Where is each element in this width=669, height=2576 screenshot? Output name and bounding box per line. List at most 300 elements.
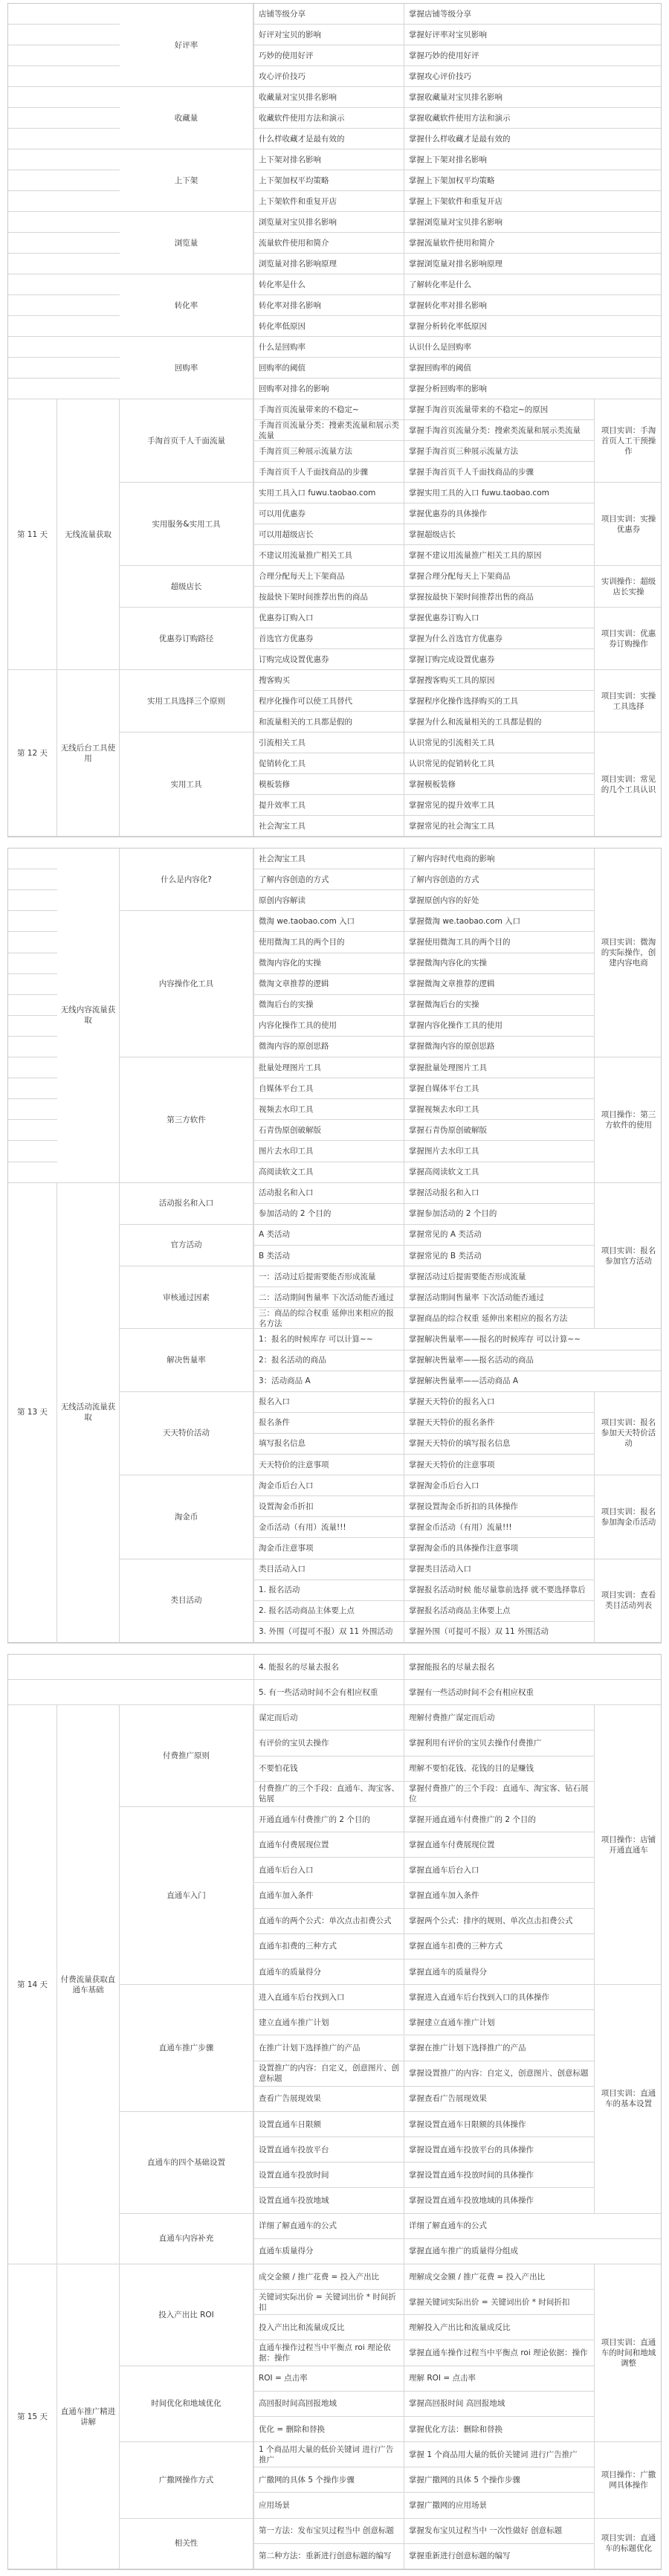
content-cell: 高阅读软文工具: [253, 1162, 404, 1182]
goal-cell: 详细了解直通车的公式: [404, 2214, 594, 2238]
goal-cell: 掌握手淘首页流量带来的不稳定~的原因: [404, 399, 594, 419]
project-cell: 项目实训：实操工具选择: [594, 670, 662, 732]
goal-cell: 掌握内容化操作工具的使用: [404, 1016, 594, 1036]
content-cell: 视频去水印工具: [253, 1099, 404, 1119]
goal-cell: 掌握直通车加入条件: [404, 1884, 594, 1908]
module-cell: 上下架: [120, 149, 253, 212]
module-cell: 转化率: [120, 274, 253, 337]
table-row: [8, 1655, 661, 1680]
module-cell: 什么是内容化?: [120, 849, 253, 911]
content-cell: 一：活动过后提需要能否形成流量: [253, 1266, 404, 1287]
content-cell: 有评价的宝贝去操作: [253, 1731, 404, 1756]
goal-cell: 理解不要怕花钱、花钱的目的是赚钱: [404, 1756, 594, 1781]
content-cell: 不建议用流量推广相关工具: [253, 545, 404, 565]
module-cell: 直通车入门: [120, 1807, 253, 1985]
content-cell: 设置直通车投放平台: [253, 2137, 404, 2162]
goal-cell: 认识常见的促销转化工具: [404, 753, 594, 773]
goal-cell: 掌握直通车推广的质量得分组成: [404, 2239, 594, 2264]
content-cell: 上下架对排名影响: [253, 149, 404, 170]
goal-cell: 掌握解决售量率——报名的时候库存 可以计算~~: [404, 1329, 594, 1349]
goal-cell: 掌握分析转化率低原因: [404, 316, 594, 336]
content-cell: 2：报名活动的商品: [253, 1350, 404, 1371]
topic-cell: 无线流量获取: [57, 399, 120, 670]
module-cell: 直通车的四个基础设置: [120, 2112, 253, 2214]
goal-cell: 掌握解决售量率——报名活动的商品: [404, 1350, 594, 1371]
module-cell: 时间优化和地域优化: [120, 2366, 253, 2443]
content-cell: A 类活动: [253, 1225, 404, 1245]
goal-cell: 掌握为什么和流量相关的工具都是假的: [404, 712, 594, 732]
goal-cell: 掌握超级店长: [404, 524, 594, 544]
table-row: [8, 316, 661, 337]
content-cell: 参加活动的 2 个目的: [253, 1204, 404, 1224]
goal-cell: 掌握手淘首页千人千面找商品的步骤: [404, 462, 594, 482]
content-cell: 手淘首页流量带来的不稳定~: [253, 399, 404, 419]
content-cell: 攻心评价技巧: [253, 66, 404, 86]
content-cell: 直通车付费展现位置: [253, 1832, 404, 1857]
content-cell: 关键词实际出价 = 关键词出价 * 时间折扣: [253, 2290, 404, 2314]
goal-cell: 掌握报名活动时候 能尽量靠前选择 就不要选择靠后: [404, 1580, 594, 1600]
table-row: [8, 108, 661, 129]
content-cell: 谋定而后动: [253, 1705, 404, 1730]
topic-cell: 无线内容流量获取: [57, 849, 120, 1183]
content-cell: 在推广计划下选择推广的产品: [253, 2036, 404, 2061]
curriculum-table-part-1: [7, 3, 662, 837]
goal-cell: 掌握天天特价的报名入口: [404, 1392, 594, 1412]
curriculum-table-part-2: [7, 848, 662, 1643]
content-cell: 详细了解直通车的公式: [253, 2214, 404, 2238]
goal-cell: 掌握手淘首页三种展示流量方法: [404, 441, 594, 461]
content-cell: 什么是回购率: [253, 337, 404, 357]
goal-cell: 掌握优化方法：删除和替换: [404, 2417, 594, 2441]
content-cell: 投入产出比和流量成反比: [253, 2315, 404, 2340]
project-cell: 项目实训：报名参加淘金币活动: [594, 1475, 662, 1559]
goal-cell: 掌握店铺等级分享: [404, 4, 594, 24]
goal-cell: 掌握高回报时间 高回报地域: [404, 2392, 594, 2416]
module-cell: 官方活动: [120, 1225, 253, 1266]
module-cell: 第三方软件: [120, 1057, 253, 1183]
project-cell: 项目实训：查看类目活动列表: [594, 1559, 662, 1643]
project-cell: 项目实训：微淘的实际操作，创建内容电商: [594, 849, 662, 1057]
goal-cell: 掌握设置淘金币折扣的具体操作: [404, 1496, 594, 1516]
module-cell: 实用服务&实用工具: [120, 483, 253, 566]
goal-cell: 掌握微淘内容的原创思路: [404, 1037, 594, 1057]
table-row: [8, 170, 661, 191]
goal-cell: 掌握搜客购买工具的原因: [404, 670, 594, 690]
content-cell: 上下架加权平均策略: [253, 170, 404, 190]
goal-cell: 掌握解决售量率——活动商品 A: [404, 1371, 594, 1391]
table-row: [8, 1680, 661, 1705]
content-cell: 微淘后台的实操: [253, 995, 404, 1015]
table-row: [8, 4, 661, 25]
table-row: [8, 25, 661, 45]
goal-cell: 掌握直通车的质量得分: [404, 1960, 594, 1984]
goal-cell: 理解成交金额 / 推广花费 = 投入产出比: [404, 2264, 594, 2289]
goal-cell: 掌握广撒网的具体 5 个操作步骤: [404, 2467, 594, 2492]
content-cell: 引流相关工具: [253, 732, 404, 753]
goal-cell: 掌握微淘后台的实操: [404, 995, 594, 1015]
content-cell: 金币活动（有用）流量!!!: [253, 1517, 404, 1537]
content-cell: 设置推广的内容：自定义，创意图片、创意标题: [253, 2061, 404, 2086]
goal-cell: 掌握回购率的阈值: [404, 358, 594, 378]
content-cell: 自媒体平台工具: [253, 1078, 404, 1098]
goal-cell: 掌握商品的综合权重 延伸出来相应的报名方法: [404, 1308, 594, 1328]
content-cell: 手淘首页千人千面找商品的步骤: [253, 462, 404, 482]
day-cell: 第 11 天: [8, 399, 57, 670]
goal-cell: 掌握设置推广的内容：自定义，创意图片、创意标题: [404, 2061, 594, 2086]
table-row: [8, 66, 661, 87]
content-cell: 三：商品的综合权重 延伸出来相应的报名方法: [253, 1308, 404, 1328]
content-cell: 1 个商品用大量的低价关键词 进行广告推广: [253, 2442, 404, 2467]
goal-cell: 掌握微淘内容化的实操: [404, 953, 594, 973]
content-cell: 石青伪原创破解版: [253, 1120, 404, 1140]
module-cell: 回购率: [120, 337, 253, 399]
content-cell: 2. 报名活动商品主体要上点: [253, 1601, 404, 1621]
module-cell: 超级店长: [120, 566, 253, 608]
content-cell: 设置直通车日限额: [253, 2112, 404, 2137]
project-cell: 项目实训：报名参加官方活动: [594, 1183, 662, 1330]
goal-cell: 掌握上下架加权平均策略: [404, 170, 594, 190]
table-row: [8, 45, 661, 66]
content-cell: 1：报名的时候库存 可以计算~~: [253, 1329, 404, 1349]
goal-cell: 掌握不建议用流量推广相关工具的原因: [404, 545, 594, 565]
curriculum-table-part-3: [7, 1654, 662, 2570]
content-cell: 广撒网的具体 5 个操作步骤: [253, 2467, 404, 2492]
content-cell: 设置淘金币折扣: [253, 1496, 404, 1516]
table-row: [8, 212, 661, 233]
goal-cell: 掌握重新进行创意标题的编写: [404, 2544, 594, 2569]
content-cell: 手淘首页三种展示流量方法: [253, 441, 404, 461]
goal-cell: 认识常见的引流相关工具: [404, 732, 594, 753]
project-cell: 项目实训：报名参加天天特价活动: [594, 1392, 662, 1475]
module-cell: 好评率: [120, 4, 253, 87]
content-cell: 3：活动商品 A: [253, 1371, 404, 1391]
content-cell: 进入直通车后台找到入口: [253, 1985, 404, 2009]
content-cell: 首选官方优惠券: [253, 628, 404, 648]
module-cell: 广撒网操作方式: [120, 2442, 253, 2519]
goal-cell: 掌握天天特价的报名条件: [404, 1413, 594, 1433]
goal-cell: 掌握实用工具的入口 fuwu.taobao.com: [404, 483, 594, 503]
content-cell: 直通车扣费的三种方式: [253, 1934, 404, 1959]
content-cell: 提升效率工具: [253, 795, 404, 815]
goal-cell: 掌握巧妙的使用好评: [404, 45, 594, 65]
content-cell: 可以用超级店长: [253, 524, 404, 544]
day-cell: 第 15 天: [8, 2264, 57, 2569]
project-cell: 项目实训：手淘首页人工干预操作: [594, 399, 662, 483]
goal-cell: 了解内容创造的方式: [404, 869, 594, 889]
goal-cell: 掌握淘金币后台入口: [404, 1475, 594, 1495]
content-cell: B 类活动: [253, 1246, 404, 1266]
goal-cell: 掌握图片去水印工具: [404, 1141, 594, 1161]
goal-cell: 掌握关键词实际出价 = 关键词出价 * 时间折扣: [404, 2290, 594, 2314]
goal-cell: 掌握优惠券的具体操作: [404, 503, 594, 524]
module-cell: 浏览量: [120, 212, 253, 274]
content-cell: 不要怕花钱: [253, 1756, 404, 1781]
goal-cell: 掌握活动报名和入口: [404, 1183, 594, 1203]
goal-cell: 掌握淘金币的具体操作注意事项: [404, 1538, 594, 1558]
module-cell: 审核通过因素: [120, 1266, 253, 1329]
goal-cell: 掌握流量软件使用和简介: [404, 233, 594, 253]
module-cell: 直通车内容补充: [120, 2214, 253, 2264]
content-cell: 实用工具入口 fuwu.taobao.com: [253, 483, 404, 503]
module-cell: 相关性: [120, 2519, 253, 2569]
goal-cell: 掌握常见的 A 类活动: [404, 1225, 594, 1245]
content-cell: 模板装修: [253, 774, 404, 794]
goal-cell: 掌握进入直通车后台找到入口的具体操作: [404, 1985, 594, 2009]
content-cell: 开通直通车付费推广的 2 个目的: [253, 1807, 404, 1832]
goal-cell: 掌握能报名的尽量去报名: [404, 1655, 594, 1679]
goal-cell: 掌握直通车付费展现位置: [404, 1832, 594, 1857]
project-cell: 项目实训：优惠券订购操作: [594, 608, 662, 670]
module-cell: 收藏量: [120, 87, 253, 149]
content-cell: 回购率的阈值: [253, 358, 404, 378]
goal-cell: 掌握什么样收藏才是最有效的: [404, 129, 594, 149]
content-cell: 第一方法：发布宝贝过程当中 创意标题: [253, 2519, 404, 2543]
goal-cell: 掌握订购完成设置优惠券: [404, 649, 594, 669]
day-cell: 第 14 天: [8, 1705, 57, 2264]
table-row: [8, 295, 661, 316]
module-cell: 手淘首页千人千面流量: [120, 399, 253, 483]
goal-cell: 掌握收藏软件使用方法和演示: [404, 108, 594, 128]
content-cell: ROI = 点击率: [253, 2366, 404, 2391]
goal-cell: 掌握微淘文章推荐的逻辑: [404, 974, 594, 994]
goal-cell: 掌握天天特价的填写报名信息: [404, 1434, 594, 1454]
topic-cell: 直通车推广精进讲解: [57, 2264, 120, 2569]
content-cell: 和流量相关的工具都是假的: [253, 712, 404, 732]
goal-cell: 掌握 1 个商品用大量的低价关键词 进行广告推广: [404, 2442, 594, 2467]
content-cell: 合理分配每天上下架商品: [253, 566, 404, 586]
table-row: [8, 87, 661, 108]
content-cell: 活动报名和入口: [253, 1183, 404, 1203]
content-cell: 收藏量对宝贝排名影响: [253, 87, 404, 107]
content-cell: 巧妙的使用好评: [253, 45, 404, 65]
goal-cell: 掌握石青伪原创破解版: [404, 1120, 594, 1140]
content-cell: 直通车的两个公式：单次点击扣费公式: [253, 1909, 404, 1933]
project-cell: 项目实训：实操优惠券: [594, 483, 662, 566]
content-cell: 图片去水印工具: [253, 1141, 404, 1161]
content-cell: 3. 外围（可提可不报）双 11 外围活动: [253, 1622, 404, 1642]
table-row: [8, 358, 661, 379]
content-cell: 应用场景: [253, 2493, 404, 2518]
content-cell: 原创内容解读: [253, 890, 404, 910]
goal-cell: 掌握按最快下架时间推荐出售的商品: [404, 587, 594, 607]
table-row: [8, 379, 661, 399]
goal-cell: 掌握设置直通车投放平台的具体操作: [404, 2137, 594, 2162]
content-cell: 查看广告展现效果: [253, 2087, 404, 2111]
goal-cell: 了解转化率是什么: [404, 274, 594, 294]
goal-cell: 掌握好评率对宝贝影响: [404, 25, 594, 45]
goal-cell: 掌握程序化操作选择购买的工具: [404, 691, 594, 711]
day-cell: 第 12 天: [8, 670, 57, 837]
goal-cell: 掌握收藏量对宝贝排名影响: [404, 87, 594, 107]
content-cell: 直通车后台入口: [253, 1858, 404, 1882]
content-cell: 按最快下架时间推荐出售的商品: [253, 587, 404, 607]
content-cell: 直通车加入条件: [253, 1884, 404, 1908]
module-cell: 活动报名和入口: [120, 1183, 253, 1225]
goal-cell: 掌握外围（可提可不报）双 11 外围活动: [404, 1622, 594, 1642]
goal-cell: 掌握广撒网的应用场景: [404, 2493, 594, 2518]
goal-cell: 掌握有一些活动时间不会有相应权重: [404, 1680, 594, 1704]
goal-cell: 掌握常见的 B 类活动: [404, 1246, 594, 1266]
goal-cell: 掌握活动过后提需要能否形成流量: [404, 1266, 594, 1287]
content-cell: 程序化操作可以使工具替代: [253, 691, 404, 711]
table-row: [8, 254, 661, 274]
goal-cell: 掌握攻心评价技巧: [404, 66, 594, 86]
goal-cell: 掌握模板装修: [404, 774, 594, 794]
goal-cell: 掌握手淘首页流量分类：搜索类流量和展示类流量: [404, 420, 594, 440]
goal-cell: 掌握付费推广的三个手段：直通车、淘宝客、钻石展位: [404, 1782, 594, 1806]
content-cell: 转化率是什么: [253, 274, 404, 294]
content-cell: 第二种方法：重新进行创意标题的编写: [253, 2544, 404, 2569]
module-cell: 优惠券订购路径: [120, 608, 253, 670]
content-cell: 了解内容创造的方式: [253, 869, 404, 889]
content-cell: 直通车操作过程当中平衡点 roi 理论依据：操作: [253, 2341, 404, 2366]
project-cell: 项目实训：常见的几个工具认识: [594, 732, 662, 837]
topic-cell: 付费流量获取直通车基础: [57, 1705, 120, 2264]
content-cell: 好评对宝贝的影响: [253, 25, 404, 45]
content-cell: 报名条件: [253, 1413, 404, 1433]
content-cell: 可以用优惠券: [253, 503, 404, 524]
content-cell: 收藏软件使用方法和演示: [253, 108, 404, 128]
goal-cell: 掌握高阅读软文工具: [404, 1162, 594, 1182]
content-cell: 付费推广的三个手段：直通车、淘宝客、钻展: [253, 1782, 404, 1806]
project-cell: 项目操作：第三方软件的使用: [594, 1057, 662, 1183]
goal-cell: 掌握天天特价的注意事项: [404, 1455, 594, 1475]
module-cell: 内容操作化工具: [120, 911, 253, 1057]
content-cell: 优化 = 删除和替换: [253, 2417, 404, 2441]
day-cell: 第 13 天: [8, 1183, 57, 1643]
module-cell: 天天特价活动: [120, 1392, 253, 1475]
goal-cell: 掌握报名活动商品主体要上点: [404, 1601, 594, 1621]
content-cell: 转化率低原因: [253, 316, 404, 336]
content-cell: 批量处理图片工具: [253, 1057, 404, 1078]
content-cell: 流量软件使用和简介: [253, 233, 404, 253]
table-row: [8, 337, 661, 358]
goal-cell: 掌握微淘 we.taobao.com 入口: [404, 911, 594, 931]
goal-cell: 掌握直通车操作过程当中平衡点 roi 理论依据：操作: [404, 2341, 594, 2366]
module-cell: 投入产出比 ROI: [120, 2264, 253, 2366]
topic-cell: 无线后台工具使用: [57, 670, 120, 837]
content-cell: 订购完成设置优惠券: [253, 649, 404, 669]
content-cell: 直通车的质量得分: [253, 1960, 404, 1984]
content-cell: 高回报时间高回报地域: [253, 2392, 404, 2416]
goal-cell: 掌握设置直通车日限额的具体操作: [404, 2112, 594, 2137]
goal-cell: 掌握利用有评价的宝贝去操作付费推广: [404, 1731, 594, 1756]
content-cell: 成交金额 / 推广花费 = 投入产出比: [253, 2264, 404, 2289]
project-cell: 项目实训：直通车的标题优化: [594, 2519, 662, 2569]
project-cell: 项目操作：店铺开通直通车: [594, 1705, 662, 1985]
module-cell: 类目活动: [120, 1559, 253, 1643]
goal-cell: 掌握类目活动入口: [404, 1559, 594, 1580]
goal-cell: 掌握分析回购率的影响: [404, 379, 594, 399]
module-cell: 实用工具选择三个原则: [120, 670, 253, 732]
goal-cell: 掌握上下架对排名影响: [404, 149, 594, 170]
content-cell: 建立直通车推广计划: [253, 2010, 404, 2035]
goal-cell: 掌握查看广告展现效果: [404, 2087, 594, 2111]
content-cell: 类目活动入口: [253, 1559, 404, 1580]
module-cell: 解决售量率: [120, 1329, 253, 1391]
content-cell: 直通车质量得分: [253, 2239, 404, 2264]
content-cell: 内容化操作工具的使用: [253, 1016, 404, 1036]
content-cell: 浏览量对排名影响原理: [253, 254, 404, 274]
content-cell: 促销转化工具: [253, 753, 404, 773]
content-cell: 微淘内容化的实操: [253, 953, 404, 973]
table-row: [8, 129, 661, 149]
goal-cell: 掌握金币活动（有用）流量!!!: [404, 1517, 594, 1537]
content-cell: 手淘首页流量分类：搜索类流量和展示类流量: [253, 420, 404, 440]
goal-cell: 认识什么是回购率: [404, 337, 594, 357]
content-cell: 浏览量对宝贝排名影响: [253, 212, 404, 232]
content-cell: 社会淘宝工具: [253, 849, 404, 869]
goal-cell: 掌握参加活动的 2 个目的: [404, 1204, 594, 1224]
goal-cell: 掌握发布宝贝过程当中 一次性做好 创意标题: [404, 2519, 594, 2543]
content-cell: 微淘 we.taobao.com 入口: [253, 911, 404, 931]
module-cell: 实用工具: [120, 732, 253, 837]
goal-cell: 理解投入产出比和流量成反比: [404, 2315, 594, 2340]
goal-cell: 掌握直通车扣费的三种方式: [404, 1934, 594, 1959]
project-cell: 实训操作：超级店长实操: [594, 566, 662, 608]
content-cell: 二：活动期间售量率 下次活动能否通过: [253, 1287, 404, 1307]
goal-cell: 掌握设置直通车投放时间的具体操作: [404, 2163, 594, 2187]
content-cell: 社会淘宝工具: [253, 816, 404, 836]
project-cell: 项目操作：广撒网具体操作: [594, 2442, 662, 2519]
goal-cell: 掌握原创内容的好处: [404, 890, 594, 910]
goal-cell: 掌握自媒体平台工具: [404, 1078, 594, 1098]
goal-cell: 掌握批量处理图片工具: [404, 1057, 594, 1078]
goal-cell: 掌握直通车后台入口: [404, 1858, 594, 1882]
content-cell: 回购率对排名的影响: [253, 379, 404, 399]
goal-cell: 掌握两个公式：排序的规则、单次点击扣费公式: [404, 1909, 594, 1933]
goal-cell: 掌握常见的社会淘宝工具: [404, 816, 594, 836]
table-row: [8, 274, 661, 295]
goal-cell: 掌握在推广计划下选择推广的产品: [404, 2036, 594, 2061]
content-cell: 淘金币后台入口: [253, 1475, 404, 1495]
goal-cell: 掌握建立直通车推广计划: [404, 2010, 594, 2035]
content-cell: 淘金币注意事项: [253, 1538, 404, 1558]
content-cell: 5. 有一些活动时间不会有相应权重: [253, 1680, 404, 1704]
module-cell: 淘金币: [120, 1475, 253, 1559]
goal-cell: 掌握为什么首选官方优惠券: [404, 628, 594, 648]
goal-cell: 掌握合理分配每天上下架商品: [404, 566, 594, 586]
goal-cell: 掌握设置直通车投放地域的具体操作: [404, 2189, 594, 2213]
topic-cell: 无线活动流量获取: [57, 1183, 120, 1643]
module-cell: 付费推广原则: [120, 1705, 253, 1807]
content-cell: 微淘内容的原创思路: [253, 1037, 404, 1057]
content-cell: 4. 能报名的尽量去报名: [253, 1655, 404, 1679]
content-cell: 设置直通车投放地域: [253, 2189, 404, 2213]
content-cell: 搜客购买: [253, 670, 404, 690]
goal-cell: 掌握浏览量对排名影响原理: [404, 254, 594, 274]
content-cell: 设置直通车投放时间: [253, 2163, 404, 2187]
content-cell: 天天特价的注意事项: [253, 1455, 404, 1475]
content-cell: 使用微淘工具的两个目的: [253, 932, 404, 952]
table-row: [8, 149, 661, 170]
goal-cell: 掌握优惠券订购入口: [404, 608, 594, 628]
goal-cell: 掌握开通直通车付费推广的 2 个目的: [404, 1807, 594, 1832]
content-cell: 微淘文章推荐的逻辑: [253, 974, 404, 994]
goal-cell: 掌握转化率对排名影响: [404, 295, 594, 315]
goal-cell: 掌握使用微淘工具的两个目的: [404, 932, 594, 952]
content-cell: 店铺等级分享: [253, 4, 404, 24]
goal-cell: 掌握上下架软件和重复开店: [404, 191, 594, 211]
content-cell: 填写报名信息: [253, 1434, 404, 1454]
content-cell: 报名入口: [253, 1392, 404, 1412]
content-cell: 优惠券订购入口: [253, 608, 404, 628]
project-cell: 项目实训：直通车的基本设置: [594, 1985, 662, 2214]
content-cell: 什么样收藏才是最有效的: [253, 129, 404, 149]
goal-cell: 理解付费推广谋定而后动: [404, 1705, 594, 1730]
content-cell: 上下架软件和重复开店: [253, 191, 404, 211]
goal-cell: 掌握常见的提升效率工具: [404, 795, 594, 815]
